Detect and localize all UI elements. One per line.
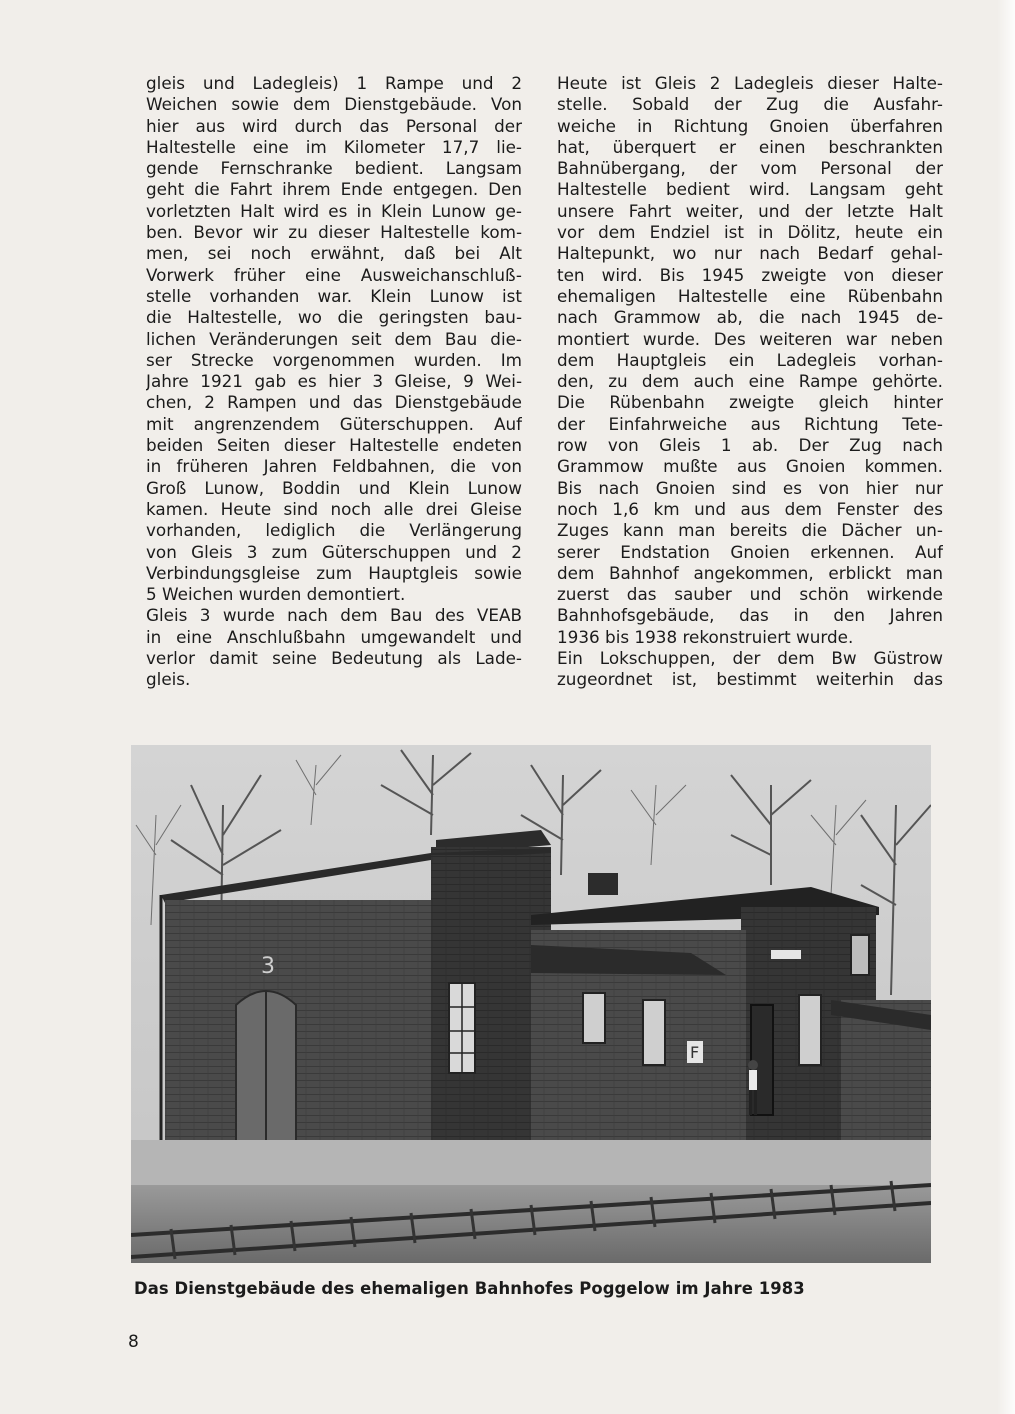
page-edge bbox=[997, 0, 1015, 1414]
station-window bbox=[643, 1000, 665, 1065]
text-line: Bis nach Gnoien sind es von hier nur bbox=[557, 477, 943, 498]
text-line: Haltestelle eine im Kilometer 17,7 lie- bbox=[146, 136, 522, 157]
text-line: men, sei noch erwähnt, daß bei Alt bbox=[146, 243, 522, 264]
page-number: 8 bbox=[128, 1332, 139, 1352]
text-line: dem Bahnhof angekommen, erblickt man bbox=[557, 562, 943, 583]
text-line: stelle vorhanden war. Klein Lunow ist bbox=[146, 285, 522, 306]
station-building-photo bbox=[131, 745, 931, 1263]
text-line: Die Rübenbahn zweigte gleich hinter bbox=[557, 392, 943, 413]
text-line: ehemaligen Haltestelle eine Rübenbahn bbox=[557, 285, 943, 306]
text-line: montiert wurde. Des weiteren war neben bbox=[557, 328, 943, 349]
text-line: Zuges kann man bereits die Dächer un- bbox=[557, 520, 943, 541]
text-column-left bbox=[146, 73, 522, 691]
text-line: der Einfahrweiche aus Richtung Tete- bbox=[557, 413, 943, 434]
text-line: unsere Fahrt weiter, und der letzte Halt bbox=[557, 200, 943, 221]
text-line: Haltepunkt, wo nur nach Bedarf gehal- bbox=[557, 243, 943, 264]
text-line: verlor damit seine Bedeutung als Lade- bbox=[146, 648, 522, 669]
text-line: lichen Veränderungen seit dem Bau die- bbox=[146, 328, 522, 349]
text-line: Groß Lunow, Boddin und Klein Lunow bbox=[146, 477, 522, 498]
text-line: gleis und Ladegleis) 1 Rampe und 2 bbox=[146, 73, 522, 93]
text-line: beiden Seiten dieser Haltestelle endeten bbox=[146, 435, 522, 456]
text-line: vorhanden, lediglich die Verlängerung bbox=[146, 520, 522, 541]
text-line: zugeordnet ist, bestimmt weiterhin das bbox=[557, 669, 943, 690]
station-window bbox=[799, 995, 821, 1065]
photo-caption: Das Dienstgebäude des ehemaligen Bahnhofes Poggelow im Jahre 1983 bbox=[134, 1279, 805, 1298]
track-bed bbox=[131, 1185, 931, 1263]
text-line: mit angrenzendem Güterschuppen. Auf bbox=[146, 413, 522, 434]
text-line: Bahnhofsgebäude, das in den Jahren bbox=[557, 605, 943, 626]
text-line: gleis. bbox=[146, 669, 191, 690]
text-line: Heute ist Gleis 2 Ladegleis dieser Halte- bbox=[557, 73, 943, 93]
platform bbox=[131, 1140, 931, 1190]
text-line: row von Gleis 1 ab. Der Zug nach bbox=[557, 435, 943, 456]
station-sign bbox=[771, 950, 801, 959]
chimney-box bbox=[588, 873, 618, 895]
text-line: gende Fernschranke bedient. Langsam bbox=[146, 158, 522, 179]
text-line: 5 Weichen wurden demontiert. bbox=[146, 584, 406, 605]
text-line: kamen. Heute sind noch alle drei Gleise bbox=[146, 498, 522, 519]
text-line: von Gleis 3 zum Güterschuppen und 2 bbox=[146, 541, 522, 562]
text-line: hat, überquert er einen beschrankten bbox=[557, 136, 943, 157]
text-line: ten wird. Bis 1945 zweigte von dieser bbox=[557, 264, 943, 285]
text-line: vorletzten Halt wird es in Klein Lunow ge- bbox=[146, 200, 522, 221]
text-line: die Haltestelle, wo die geringsten bau- bbox=[146, 307, 522, 328]
text-line: den, zu dem auch eine Rampe gehörte. bbox=[557, 371, 943, 392]
station-window bbox=[851, 935, 869, 975]
text-line: Verbindungsgleise zum Hauptgleis sowie bbox=[146, 562, 522, 583]
text-line: Haltestelle bedient wird. Langsam geht bbox=[557, 179, 943, 200]
text-line: chen, 2 Rampen und das Dienstgebäude bbox=[146, 392, 522, 413]
text-line: dem Hauptgleis ein Ladegleis vorhan- bbox=[557, 349, 943, 370]
text-line: Ein Lokschuppen, der dem Bw Güstrow bbox=[557, 648, 943, 669]
text-line: weiche in Richtung Gnoien überfahren bbox=[557, 115, 943, 136]
wall-number-3: 3 bbox=[261, 954, 275, 979]
text-line: hier aus wird durch das Personal der bbox=[146, 115, 522, 136]
left-building-wall bbox=[165, 900, 433, 1145]
text-line: zuerst das sauber und schön wirkende bbox=[557, 584, 943, 605]
text-line: Jahre 1921 gab es hier 3 Gleise, 9 Wei- bbox=[146, 371, 522, 392]
text-line: Gleis 3 wurde nach dem Bau des VEAB bbox=[146, 605, 522, 626]
text-column-right bbox=[557, 73, 943, 691]
text-line: Bahnübergang, der vom Personal der bbox=[557, 158, 943, 179]
text-line: in früheren Jahren Feldbahnen, die von bbox=[146, 456, 522, 477]
station-window bbox=[583, 993, 605, 1043]
text-line: Weichen sowie dem Dienstgebäude. Von bbox=[146, 94, 522, 115]
door-sign-letter: F bbox=[690, 1043, 700, 1062]
text-line: nach Grammow ab, die nach 1945 de- bbox=[557, 307, 943, 328]
text-line: 1936 bis 1938 rekonstruiert wurde. bbox=[557, 626, 854, 647]
text-line: stelle. Sobald der Zug die Ausfahr- bbox=[557, 94, 943, 115]
text-line: Vorwerk früher eine Ausweichanschluß- bbox=[146, 264, 522, 285]
text-line: vor dem Endziel ist in Dölitz, heute ein bbox=[557, 222, 943, 243]
text-line: serer Endstation Gnoien erkennen. Auf bbox=[557, 541, 943, 562]
text-line: Grammow mußte aus Gnoien kommen. bbox=[557, 456, 943, 477]
text-line: geht die Fahrt ihrem Ende entgegen. Den bbox=[146, 179, 522, 200]
text-line: in eine Anschlußbahn umgewandelt und bbox=[146, 626, 522, 647]
text-line: noch 1,6 km und aus dem Fenster des bbox=[557, 498, 943, 519]
text-line: ben. Bevor wir zu dieser Haltestelle kom- bbox=[146, 222, 522, 243]
text-line: ser Strecke vorgenommen wurden. Im bbox=[146, 349, 522, 370]
